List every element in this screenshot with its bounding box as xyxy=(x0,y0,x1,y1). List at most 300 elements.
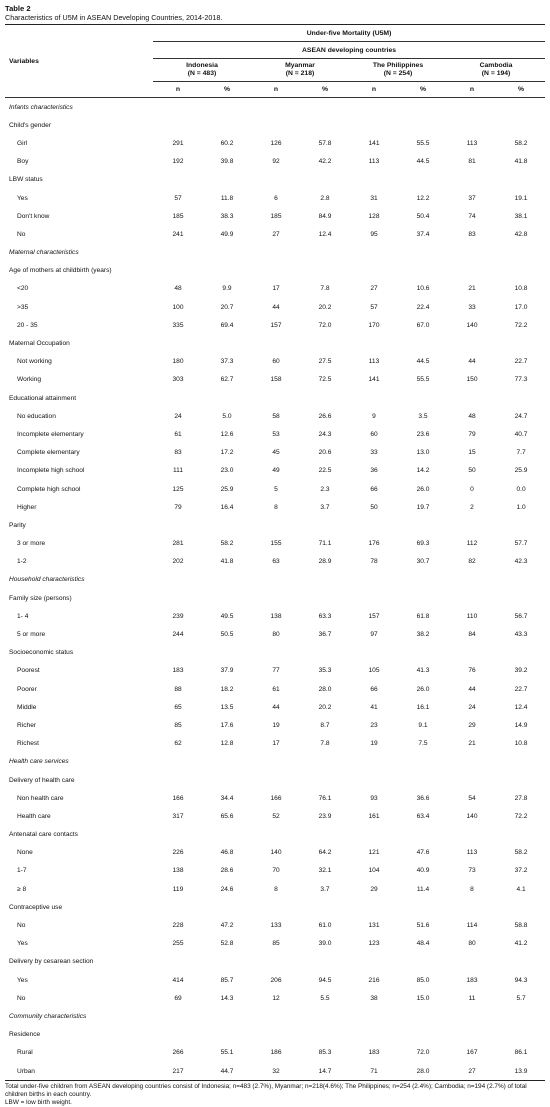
cell-pct: 18.2 xyxy=(220,685,234,693)
cell-n: 138 xyxy=(172,867,184,875)
cell-pct: 5.5 xyxy=(320,994,330,1002)
cell-n: 62 xyxy=(174,740,182,748)
table-row xyxy=(5,425,545,443)
group-row xyxy=(5,262,545,280)
cell-n: 80 xyxy=(272,631,280,639)
cell-n: 126 xyxy=(270,139,282,147)
empty-cell xyxy=(153,98,545,117)
cell-n: 21 xyxy=(468,740,476,748)
cell-n: 113 xyxy=(368,358,380,366)
group-label: Child's gender xyxy=(9,121,51,129)
cell-pct: 84.9 xyxy=(318,212,332,220)
cell-n: 44 xyxy=(468,358,476,366)
group-label: LBW status xyxy=(9,176,43,184)
col-pct-header: % xyxy=(301,82,349,98)
cell-pct: 7.5 xyxy=(418,740,428,748)
table-row xyxy=(5,625,545,643)
item-label: Not working xyxy=(17,358,52,366)
country-header xyxy=(349,59,447,82)
empty-cell xyxy=(153,826,545,844)
cell-n: 100 xyxy=(172,303,184,311)
cell-n: 113 xyxy=(466,849,478,857)
cell-pct: 11.4 xyxy=(416,885,430,893)
item-label: 3 or more xyxy=(17,540,46,548)
group-label: Educational attainment xyxy=(9,394,77,402)
item-label: Rural xyxy=(17,1049,33,1057)
cell-n: 141 xyxy=(368,139,380,147)
characteristics-table xyxy=(5,24,545,1081)
empty-cell xyxy=(153,334,545,352)
cell-n: 9 xyxy=(372,412,376,420)
cell-n: 69 xyxy=(174,994,182,1002)
col-n-header: n xyxy=(349,82,399,98)
cell-n: 27 xyxy=(272,230,280,238)
cell-n: 27 xyxy=(370,285,378,293)
cell-n: 44 xyxy=(272,303,280,311)
cell-n: 92 xyxy=(272,158,280,166)
item-label: <20 xyxy=(17,285,29,293)
cell-pct: 20.2 xyxy=(318,303,332,311)
table-row xyxy=(5,1044,545,1062)
cell-n: 303 xyxy=(172,376,184,384)
cell-pct: 55.1 xyxy=(220,1049,234,1057)
cell-n: 161 xyxy=(368,812,380,820)
cell-pct: 49.5 xyxy=(220,612,234,620)
item-label: Richer xyxy=(17,721,37,729)
cell-pct: 50.4 xyxy=(416,212,430,220)
cell-n: 183 xyxy=(466,976,478,984)
cell-pct: 7.8 xyxy=(320,740,330,748)
cell-pct: 71.1 xyxy=(318,540,332,548)
cell-n: 38 xyxy=(370,994,378,1002)
cell-pct: 37.4 xyxy=(416,230,430,238)
table-row xyxy=(5,480,545,498)
cell-n: 185 xyxy=(270,212,282,220)
table-row xyxy=(5,407,545,425)
table-row xyxy=(5,535,545,553)
item-label: Working xyxy=(17,376,42,384)
cell-pct: 25.9 xyxy=(220,485,234,493)
empty-cell xyxy=(153,571,545,589)
group-label: Maternal Occupation xyxy=(9,340,70,348)
cell-n: 50 xyxy=(468,467,476,475)
cell-pct: 17.2 xyxy=(220,449,234,457)
cell-pct: 5.7 xyxy=(516,994,526,1002)
country-name: Myanmar xyxy=(285,62,315,69)
table-row xyxy=(5,298,545,316)
cell-pct: 1.0 xyxy=(516,503,526,511)
cell-n: 0 xyxy=(470,485,474,493)
empty-cell xyxy=(153,1026,545,1044)
cell-n: 112 xyxy=(466,540,478,548)
empty-cell xyxy=(153,953,545,971)
empty-cell xyxy=(153,753,545,771)
cell-pct: 51.6 xyxy=(416,922,430,930)
table-row xyxy=(5,153,545,171)
table-row xyxy=(5,280,545,298)
section-label: Community characteristics xyxy=(9,1012,87,1020)
cell-n: 121 xyxy=(368,849,380,857)
cell-n: 31 xyxy=(370,194,378,202)
cell-pct: 86.1 xyxy=(514,1049,528,1057)
table-row xyxy=(5,880,545,898)
cell-n: 85 xyxy=(272,940,280,948)
cell-pct: 39.8 xyxy=(220,158,234,166)
cell-n: 185 xyxy=(172,212,184,220)
empty-cell xyxy=(153,171,545,189)
item-label: Higher xyxy=(17,503,37,511)
cell-pct: 37.3 xyxy=(220,358,234,366)
cell-pct: 14.7 xyxy=(318,1067,332,1075)
cell-n: 78 xyxy=(370,558,378,566)
cell-n: 45 xyxy=(272,449,280,457)
item-label: No education xyxy=(17,412,56,420)
cell-pct: 50.5 xyxy=(220,631,234,639)
cell-pct: 13.5 xyxy=(220,703,234,711)
cell-pct: 20.6 xyxy=(318,449,332,457)
cell-n: 33 xyxy=(468,303,476,311)
table-row xyxy=(5,807,545,825)
group-row xyxy=(5,898,545,916)
cell-n: 123 xyxy=(368,940,380,948)
cell-n: 104 xyxy=(368,867,380,875)
cell-pct: 0.0 xyxy=(516,485,526,493)
group-row xyxy=(5,826,545,844)
empty-cell xyxy=(153,898,545,916)
group-row xyxy=(5,334,545,352)
cell-n: 11 xyxy=(468,994,476,1002)
table-row xyxy=(5,989,545,1007)
cell-pct: 17.6 xyxy=(220,721,234,729)
cell-pct: 44.5 xyxy=(416,358,430,366)
item-label: 1-2 xyxy=(17,558,27,566)
cell-pct: 42.2 xyxy=(318,158,332,166)
cell-n: 140 xyxy=(466,321,478,329)
cell-pct: 3.7 xyxy=(320,885,330,893)
group-label: Residence xyxy=(9,1031,41,1039)
table-row xyxy=(5,735,545,753)
cell-n: 54 xyxy=(468,794,476,802)
group-label: Contraceptive use xyxy=(9,903,63,911)
country-n: (N = 194) xyxy=(481,70,511,77)
cell-n: 105 xyxy=(368,667,380,675)
cell-n: 57 xyxy=(174,194,182,202)
cell-n: 33 xyxy=(370,449,378,457)
table-row xyxy=(5,553,545,571)
cell-n: 6 xyxy=(274,194,278,202)
cell-pct: 85.7 xyxy=(220,976,234,984)
cell-n: 77 xyxy=(272,667,280,675)
table-row xyxy=(5,353,545,371)
cell-pct: 40.9 xyxy=(416,867,430,875)
cell-pct: 63.4 xyxy=(416,812,430,820)
cell-pct: 57.7 xyxy=(514,540,528,548)
cell-n: 255 xyxy=(172,940,184,948)
cell-n: 32 xyxy=(272,1067,280,1075)
footnote: LBW = low birth weight. xyxy=(5,1099,72,1107)
cell-n: 131 xyxy=(368,922,380,930)
cell-pct: 44.7 xyxy=(220,1067,234,1075)
item-label: Boy xyxy=(17,158,29,166)
cell-pct: 46.8 xyxy=(220,849,234,857)
cell-pct: 10.8 xyxy=(514,740,528,748)
item-label: 1- 4 xyxy=(17,612,29,620)
cell-n: 140 xyxy=(270,849,282,857)
cell-pct: 40.7 xyxy=(514,430,528,438)
cell-n: 183 xyxy=(172,667,184,675)
cell-pct: 69.4 xyxy=(220,321,234,329)
section-label: Infants characteristics xyxy=(9,103,73,111)
table-row xyxy=(5,862,545,880)
cell-n: 71 xyxy=(370,1067,378,1075)
cell-n: 84 xyxy=(468,631,476,639)
cell-pct: 85.0 xyxy=(416,976,430,984)
item-label: Yes xyxy=(17,194,28,202)
cell-pct: 20.7 xyxy=(220,303,234,311)
cell-n: 50 xyxy=(370,503,378,511)
country-header xyxy=(251,59,349,82)
cell-n: 60 xyxy=(272,358,280,366)
cell-pct: 25.9 xyxy=(514,467,528,475)
cell-n: 241 xyxy=(172,230,184,238)
cell-pct: 16.4 xyxy=(220,503,234,511)
cell-n: 49 xyxy=(272,467,280,475)
cell-n: 239 xyxy=(172,612,184,620)
cell-pct: 61.0 xyxy=(318,922,332,930)
cell-pct: 14.2 xyxy=(416,467,430,475)
group-label: Parity xyxy=(9,521,26,529)
col-pct-header: % xyxy=(497,82,545,98)
cell-pct: 72.0 xyxy=(416,1049,430,1057)
item-label: Yes xyxy=(17,976,28,984)
col-pct-header: % xyxy=(399,82,447,98)
cell-pct: 38.3 xyxy=(220,212,234,220)
cell-pct: 37.9 xyxy=(220,667,234,675)
cell-pct: 28.9 xyxy=(318,558,332,566)
cell-n: 48 xyxy=(174,285,182,293)
cell-pct: 2.3 xyxy=(320,485,330,493)
cell-n: 281 xyxy=(172,540,184,548)
table-row xyxy=(5,462,545,480)
cell-n: 36 xyxy=(370,467,378,475)
cell-pct: 27.5 xyxy=(318,358,332,366)
item-label: Poorest xyxy=(17,667,40,675)
cell-pct: 63.3 xyxy=(318,612,332,620)
empty-cell xyxy=(153,262,545,280)
group-label: Family size (persons) xyxy=(9,594,72,602)
cell-pct: 36.7 xyxy=(318,631,332,639)
cell-n: 291 xyxy=(172,139,184,147)
table-title: Table 2 xyxy=(5,4,31,13)
group-title: Under-five Mortality (U5M) xyxy=(153,25,545,42)
cell-n: 21 xyxy=(468,285,476,293)
cell-n: 15 xyxy=(468,449,476,457)
cell-pct: 58.2 xyxy=(514,849,528,857)
cell-n: 79 xyxy=(468,430,476,438)
cell-pct: 24.3 xyxy=(318,430,332,438)
table-row xyxy=(5,134,545,152)
cell-n: 226 xyxy=(172,849,184,857)
cell-n: 63 xyxy=(272,558,280,566)
cell-n: 133 xyxy=(270,922,282,930)
table-row xyxy=(5,225,545,243)
cell-n: 76 xyxy=(468,667,476,675)
cell-n: 82 xyxy=(468,558,476,566)
cell-pct: 28.6 xyxy=(220,867,234,875)
item-label: No xyxy=(17,994,26,1002)
table-footnotes xyxy=(5,1083,545,1107)
cell-n: 183 xyxy=(368,1049,380,1057)
cell-pct: 12.8 xyxy=(220,740,234,748)
cell-n: 19 xyxy=(370,740,378,748)
table-row xyxy=(5,698,545,716)
cell-n: 157 xyxy=(270,321,282,329)
cell-n: 70 xyxy=(272,867,280,875)
cell-pct: 34.4 xyxy=(220,794,234,802)
cell-pct: 41.8 xyxy=(514,158,528,166)
country-n: (N = 483) xyxy=(187,70,217,77)
cell-pct: 11.8 xyxy=(220,194,234,202)
section-row xyxy=(5,753,545,771)
cell-pct: 27.8 xyxy=(514,794,528,802)
cell-n: 17 xyxy=(272,740,280,748)
cell-pct: 43.3 xyxy=(514,631,528,639)
cell-n: 8 xyxy=(274,503,278,511)
item-label: Urban xyxy=(17,1067,35,1075)
cell-n: 83 xyxy=(468,230,476,238)
cell-pct: 35.3 xyxy=(318,667,332,675)
item-label: Yes xyxy=(17,940,28,948)
cell-pct: 77.3 xyxy=(514,376,528,384)
cell-n: 125 xyxy=(172,485,184,493)
cell-pct: 7.8 xyxy=(320,285,330,293)
cell-n: 58 xyxy=(272,412,280,420)
table-body xyxy=(5,98,545,1081)
cell-pct: 39.0 xyxy=(318,940,332,948)
cell-n: 95 xyxy=(370,230,378,238)
country-name: The Philippines xyxy=(372,62,424,69)
table-row xyxy=(5,371,545,389)
cell-pct: 7.7 xyxy=(516,449,526,457)
cell-n: 27 xyxy=(468,1067,476,1075)
country-name: Cambodia xyxy=(479,62,513,69)
cell-pct: 8.7 xyxy=(320,721,330,729)
cell-n: 83 xyxy=(174,449,182,457)
cell-n: 19 xyxy=(272,721,280,729)
cell-pct: 32.1 xyxy=(318,867,332,875)
cell-n: 110 xyxy=(466,612,478,620)
cell-pct: 58.8 xyxy=(514,922,528,930)
cell-n: 37 xyxy=(468,194,476,202)
cell-pct: 41.2 xyxy=(514,940,528,948)
cell-pct: 24.6 xyxy=(220,885,234,893)
cell-pct: 64.2 xyxy=(318,849,332,857)
cell-n: 8 xyxy=(274,885,278,893)
cell-pct: 58.2 xyxy=(220,540,234,548)
cell-n: 61 xyxy=(174,430,182,438)
item-label: Girl xyxy=(17,139,28,147)
empty-cell xyxy=(153,644,545,662)
table-row xyxy=(5,789,545,807)
variables-header: Variables xyxy=(5,25,153,98)
cell-pct: 12.2 xyxy=(416,194,430,202)
cell-n: 206 xyxy=(270,976,282,984)
group-label: Age of mothers at childbirth (years) xyxy=(9,267,112,275)
cell-pct: 42.3 xyxy=(514,558,528,566)
item-label: 5 or more xyxy=(17,631,46,639)
cell-n: 158 xyxy=(270,376,282,384)
cell-pct: 28.0 xyxy=(416,1067,430,1075)
cell-pct: 52.8 xyxy=(220,940,234,948)
group-row xyxy=(5,771,545,789)
table-row xyxy=(5,607,545,625)
cell-n: 48 xyxy=(468,412,476,420)
cell-n: 186 xyxy=(270,1049,282,1057)
cell-pct: 67.0 xyxy=(416,321,430,329)
cell-pct: 24.7 xyxy=(514,412,528,420)
cell-pct: 13.0 xyxy=(416,449,430,457)
cell-n: 114 xyxy=(466,922,478,930)
cell-pct: 55.5 xyxy=(416,139,430,147)
cell-pct: 49.9 xyxy=(220,230,234,238)
cell-n: 180 xyxy=(172,358,184,366)
cell-n: 79 xyxy=(174,503,182,511)
cell-pct: 72.5 xyxy=(318,376,332,384)
section-label: Health care services xyxy=(9,758,69,766)
cell-n: 85 xyxy=(174,721,182,729)
cell-pct: 60.2 xyxy=(220,139,234,147)
cell-n: 266 xyxy=(172,1049,184,1057)
cell-pct: 10.6 xyxy=(416,285,430,293)
cell-pct: 72.0 xyxy=(318,321,332,329)
cell-pct: 22.4 xyxy=(416,303,430,311)
cell-n: 244 xyxy=(172,631,184,639)
item-label: >35 xyxy=(17,303,29,311)
group-row xyxy=(5,644,545,662)
cell-n: 8 xyxy=(470,885,474,893)
cell-n: 41 xyxy=(370,703,378,711)
cell-n: 44 xyxy=(468,685,476,693)
cell-pct: 41.8 xyxy=(220,558,234,566)
table-row xyxy=(5,662,545,680)
country-n: (N = 254) xyxy=(383,70,413,77)
cell-pct: 22.7 xyxy=(514,358,528,366)
empty-cell xyxy=(153,244,545,262)
cell-pct: 9.1 xyxy=(418,721,428,729)
country-name: Indonesia xyxy=(186,62,218,69)
cell-n: 29 xyxy=(370,885,378,893)
item-label: Middle xyxy=(17,703,37,711)
cell-pct: 20.2 xyxy=(318,703,332,711)
cell-pct: 23.0 xyxy=(220,467,234,475)
cell-n: 157 xyxy=(368,612,380,620)
cell-n: 140 xyxy=(466,812,478,820)
item-label: None xyxy=(17,849,33,857)
cell-n: 23 xyxy=(370,721,378,729)
cell-pct: 2.8 xyxy=(320,194,330,202)
item-label: No xyxy=(17,922,26,930)
item-label: Incomplete high school xyxy=(17,467,85,475)
group-row xyxy=(5,589,545,607)
item-label: ≥ 8 xyxy=(17,885,27,893)
cell-pct: 26.6 xyxy=(318,412,332,420)
cell-n: 24 xyxy=(468,703,476,711)
cell-n: 17 xyxy=(272,285,280,293)
cell-n: 80 xyxy=(468,940,476,948)
cell-pct: 5.0 xyxy=(222,412,232,420)
group-label: Antenatal care contacts xyxy=(9,831,78,839)
cell-n: 93 xyxy=(370,794,378,802)
